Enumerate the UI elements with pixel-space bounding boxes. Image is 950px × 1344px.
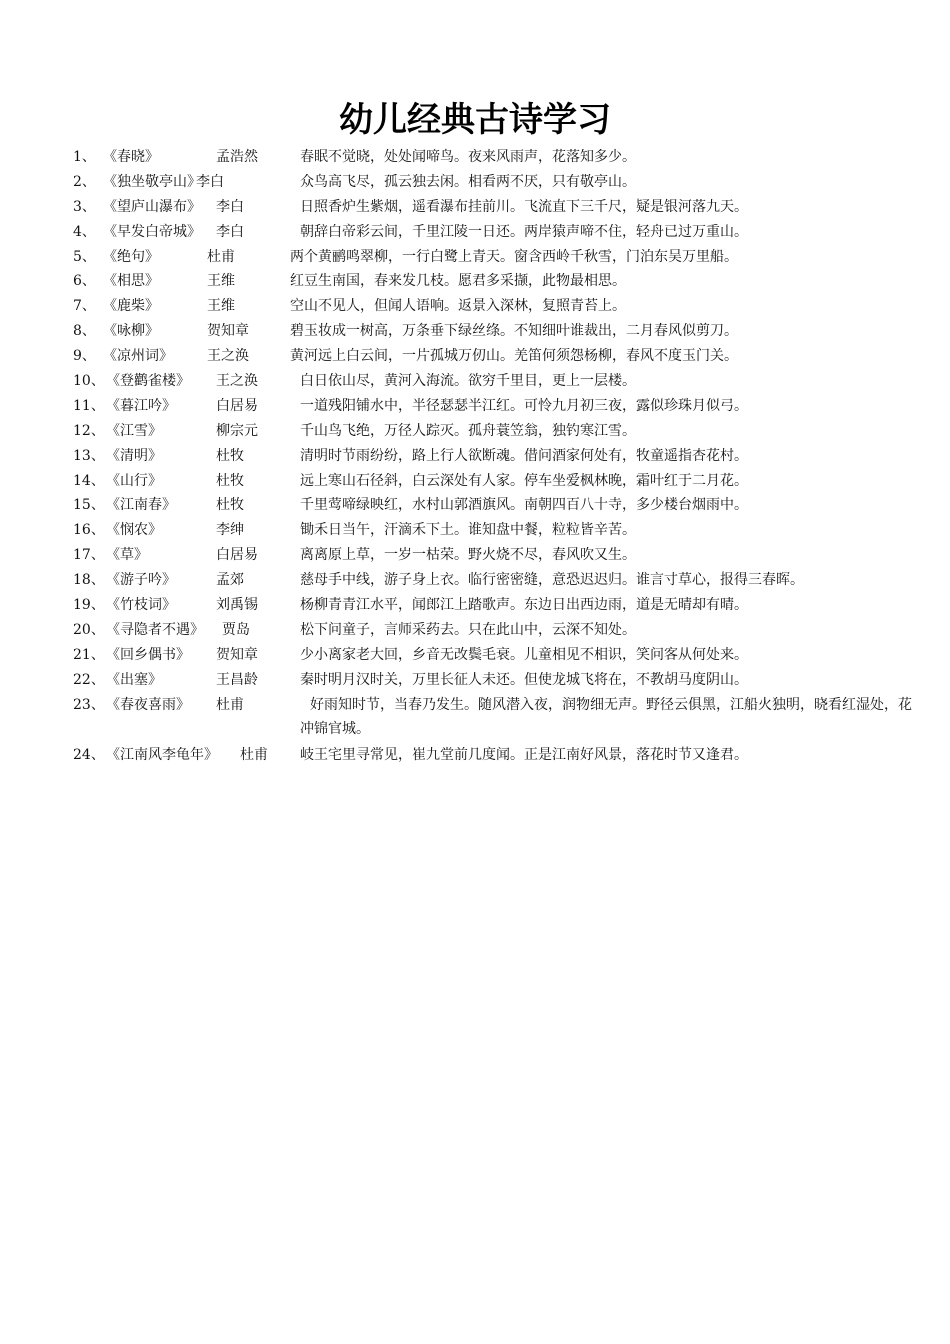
poem-number: 9、: [73, 348, 96, 365]
poem-text: 千山鸟飞绝，万径人踪灭。孤舟蓑笠翁，独钓寒江雪。: [300, 422, 636, 439]
poem-author: 王之涣: [216, 373, 258, 390]
poem-number: 10、: [73, 373, 105, 390]
poem-text: 春眠不觉晓，处处闻啼鸟。夜来风雨声，花落知多少。: [300, 149, 636, 165]
poem-row: [0, 396, 950, 421]
poem-title: 《凉州词》: [103, 348, 173, 365]
poem-number: 16、: [73, 522, 105, 539]
poem-text: 红豆生南国，春来发几枝。愿君多采撷，此物最相思。: [290, 273, 626, 290]
poem-text: 白日依山尽，黄河入海流。欲穷千里目，更上一层楼。: [300, 373, 636, 390]
poem-text: 空山不见人，但闻人语响。返景入深林，复照青苔上。: [290, 298, 626, 315]
poem-author: 王之涣: [207, 348, 249, 365]
poem-text: 少小离家老大回，乡音无改鬓毛衰。儿童相见不相识，笑问客从何处来。: [300, 646, 748, 663]
poem-number: 24、: [73, 746, 105, 763]
poem-title: 《望庐山瀑布》: [103, 198, 201, 215]
poem-row: [0, 520, 950, 545]
poem-text: 碧玉妆成一树高，万条垂下绿丝绦。不知细叶谁裁出，二月春风似剪刀。: [290, 323, 738, 340]
poem-number: 15、: [73, 497, 105, 514]
poem-text: 杨柳青青江水平，闻郎江上踏歌声。东边日出西边雨，道是无晴却有晴。: [300, 597, 748, 614]
poem-author: 李绅: [216, 522, 244, 539]
poem-number: 12、: [73, 422, 105, 439]
poem-text: 锄禾日当午，汗滴禾下土。谁知盘中餐，粒粒皆辛苦。: [300, 522, 636, 539]
poem-row: [0, 296, 950, 321]
poem-number: 18、: [73, 572, 105, 589]
poem-row: [0, 346, 950, 371]
poem-title: 《早发白帝城》: [103, 223, 201, 240]
poem-number: 17、: [73, 547, 105, 564]
poem-row: [0, 495, 950, 520]
poem-author: 杜牧: [216, 472, 244, 489]
poem-row: [0, 645, 950, 670]
poem-author: 李白: [216, 198, 244, 215]
poem-text: 一道残阳铺水中，半径瑟瑟半江红。可怜九月初三夜，露似珍珠月似弓。: [300, 397, 748, 414]
poem-text: 两个黄鹂鸣翠柳，一行白鹭上青天。窗含西岭千秋雪，门泊东吴万里船。: [290, 248, 738, 265]
poem-row: [0, 371, 950, 396]
poem-number: 22、: [73, 671, 105, 688]
poem-author: 柳宗元: [216, 422, 258, 439]
poem-row: [0, 421, 950, 446]
poem-number: 11、: [73, 397, 105, 414]
poem-number: 1、: [73, 149, 96, 165]
poem-author: 王维: [207, 273, 235, 290]
poem-text: 黄河远上白云间，一片孤城万仞山。羌笛何须怨杨柳，春风不度玉门关。: [290, 348, 738, 365]
poem-title: 《清明》: [106, 447, 162, 464]
poem-title: 《绝句》: [103, 248, 159, 265]
poem-title: 《草》: [106, 547, 148, 564]
poem-row: [0, 620, 950, 645]
poem-author: 杜牧: [216, 497, 244, 514]
poem-text: 离离原上草，一岁一枯荣。野火烧不尽，春风吹又生。: [300, 547, 636, 564]
poem-author: 杜牧: [216, 447, 244, 464]
poem-author: 孟浩然: [216, 149, 258, 165]
poem-author: 白居易: [216, 547, 258, 564]
poem-text: 朝辞白帝彩云间，千里江陵一日还。两岸猿声啼不住，轻舟已过万重山。: [300, 223, 748, 240]
poem-row: [0, 147, 950, 172]
poem-row: [0, 545, 950, 570]
poem-row: [0, 745, 950, 770]
poem-number: 14、: [73, 472, 105, 489]
poem-row: [0, 197, 950, 222]
poem-author: 杜甫: [240, 746, 268, 763]
poem-number: 5、: [73, 248, 96, 265]
poem-title: 《悯农》: [106, 522, 162, 539]
poem-author: 贾岛: [222, 621, 250, 638]
poem-row: [0, 670, 950, 695]
poem-title: 《江雪》: [106, 422, 162, 439]
poem-title: 《暮江吟》: [106, 397, 176, 414]
poem-row: [0, 172, 950, 197]
poem-title: 《回乡偶书》: [106, 646, 190, 663]
poem-row: [0, 570, 950, 595]
poem-title: 《游子吟》: [106, 572, 176, 589]
poem-number: 21、: [73, 646, 105, 663]
poem-number: 8、: [73, 323, 96, 340]
poem-row: [0, 321, 950, 346]
poem-text: 岐王宅里寻常见，崔九堂前几度闻。正是江南好风景，落花时节又逢君。: [300, 746, 748, 763]
poem-author: 李白: [216, 223, 244, 240]
poem-title: 《出塞》: [106, 671, 162, 688]
poem-text: 好雨知时节，当春乃发生。随风潜入夜，润物细无声。野径云俱黑，江船火独明，晓看红湿处，花冲锦官城。: [300, 696, 912, 737]
poem-text: 秦时明月汉时关，万里长征人未还。但使龙城飞将在，不教胡马度阴山。: [300, 671, 748, 688]
poem-author: 杜甫: [216, 696, 244, 713]
poem-author: 王昌龄: [216, 671, 258, 688]
poem-title: 《咏柳》: [103, 323, 159, 340]
poem-title: 《春晓》: [103, 149, 159, 165]
poem-number: 2、: [73, 173, 96, 190]
poem-author: 孟郊: [216, 572, 244, 589]
poem-text: 远上寒山石径斜，白云深处有人家。停车坐爱枫林晚，霜叶红于二月花。: [300, 472, 748, 489]
poem-title: 《春夜喜雨》: [106, 696, 190, 713]
poem-number: 23、: [73, 696, 105, 713]
poem-title: 《江南风李龟年》: [106, 746, 218, 763]
poem-row: [0, 446, 950, 471]
poem-author: 贺知章: [207, 323, 249, 340]
poem-text: 松下问童子，言师采药去。只在此山中，云深不知处。: [300, 621, 636, 638]
poem-number: 13、: [73, 447, 105, 464]
poem-author: 杜甫: [207, 248, 235, 265]
poem-number: 7、: [73, 298, 96, 315]
poem-text: 众鸟高飞尽，孤云独去闲。相看两不厌，只有敬亭山。: [300, 173, 636, 190]
poem-title: 《寻隐者不遇》: [106, 621, 204, 638]
poem-number: 20、: [73, 621, 105, 638]
poem-row: [0, 695, 950, 745]
poem-text: 千里莺啼绿映红，水村山郭酒旗风。南朝四百八十寺，多少楼台烟雨中。: [300, 497, 748, 514]
poem-number: 3、: [73, 198, 96, 215]
poem-row: [0, 471, 950, 496]
poem-text: 清明时节雨纷纷，路上行人欲断魂。借问酒家何处有，牧童遥指杏花村。: [300, 447, 748, 464]
poem-text: 慈母手中线，游子身上衣。临行密密缝，意恐迟迟归。谁言寸草心，报得三春晖。: [300, 572, 804, 589]
document-title: 幼儿经典古诗学习: [339, 100, 611, 140]
poem-title: 《山行》: [106, 472, 162, 489]
poem-row: [0, 222, 950, 247]
poem-number: 4、: [73, 223, 96, 240]
poem-author: 李白: [196, 173, 224, 190]
poem-text: 日照香炉生紫烟，遥看瀑布挂前川。飞流直下三千尺，疑是银河落九天。: [300, 198, 748, 215]
poem-author: 贺知章: [216, 646, 258, 663]
poem-title: 《相思》: [103, 273, 159, 290]
poem-row: [0, 595, 950, 620]
poem-row: [0, 271, 950, 296]
poem-author: 刘禹锡: [216, 597, 258, 614]
poem-title: 《独坐敬亭山》: [103, 173, 201, 190]
poem-title: 《竹枝词》: [106, 597, 176, 614]
poem-number: 6、: [73, 273, 96, 290]
poem-list: [0, 147, 950, 769]
poem-number: 19、: [73, 597, 105, 614]
poem-author: 王维: [207, 298, 235, 315]
poem-author: 白居易: [216, 397, 258, 414]
poem-title: 《江南春》: [106, 497, 176, 514]
poem-row: [0, 247, 950, 272]
poem-title: 《登鹳雀楼》: [106, 373, 190, 390]
poem-title: 《鹿柴》: [103, 298, 159, 315]
